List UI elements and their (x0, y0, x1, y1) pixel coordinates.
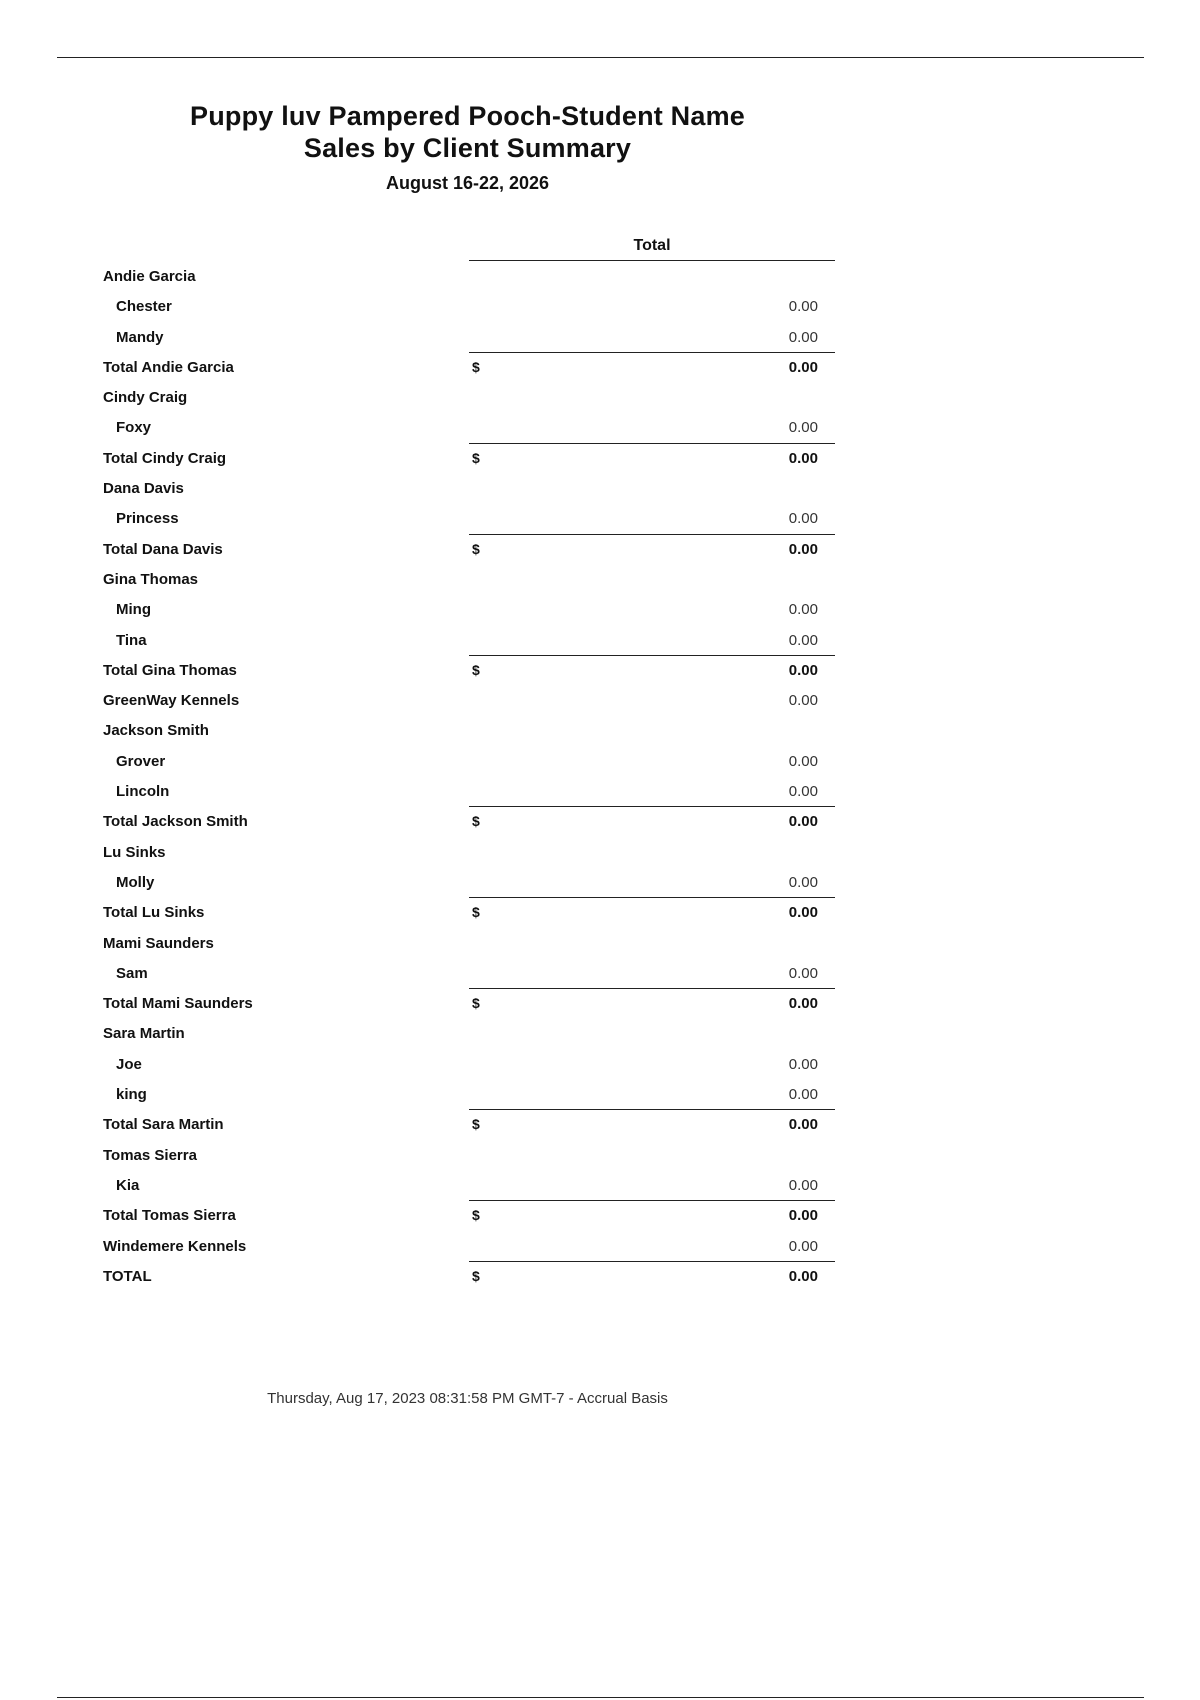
client-group-row (103, 1018, 833, 1048)
client-label: Princess (116, 510, 179, 528)
amount-value: 0.00 (788, 783, 818, 801)
total-label: TOTAL (103, 1267, 152, 1285)
client-item-row (103, 1049, 833, 1079)
total-row (103, 655, 833, 685)
client-label: Ming (116, 601, 151, 619)
total-row (103, 806, 833, 836)
amount-value: 0.00 (788, 692, 818, 710)
currency-symbol: $ (472, 813, 480, 830)
client-item-row (103, 322, 833, 352)
total-row (103, 897, 833, 927)
amount-value: 0.00 (788, 510, 818, 528)
currency-symbol: $ (472, 995, 480, 1012)
total-label: Total Tomas Sierra (103, 1207, 236, 1225)
client-item-row (103, 503, 833, 533)
client-row (103, 685, 833, 715)
total-amount: 0.00 (788, 540, 818, 558)
client-item-row (103, 867, 833, 897)
client-item-row (103, 1170, 833, 1200)
amount-value: 0.00 (788, 1176, 818, 1194)
client-item-row (103, 746, 833, 776)
currency-symbol: $ (472, 1207, 480, 1224)
total-row (103, 534, 833, 564)
client-group-row (103, 715, 833, 745)
total-label: Total Jackson Smith (103, 813, 248, 831)
report-header (100, 100, 835, 195)
total-amount: 0.00 (788, 904, 818, 922)
total-amount: 0.00 (788, 1267, 818, 1285)
amount-value: 0.00 (788, 328, 818, 346)
total-row (103, 1200, 833, 1230)
client-group-row (103, 928, 833, 958)
amount-value: 0.00 (788, 419, 818, 437)
total-row (103, 443, 833, 473)
amount-value: 0.00 (788, 1055, 818, 1073)
amount-value: 0.00 (788, 964, 818, 982)
client-label: Sara Martin (103, 1025, 185, 1043)
currency-symbol: $ (472, 904, 480, 921)
client-label: Windemere Kennels (103, 1237, 247, 1255)
total-label: Total Andie Garcia (103, 358, 234, 376)
total-label: Total Mami Saunders (103, 995, 253, 1013)
bottom-page-rule (57, 1697, 1144, 1698)
client-label: Molly (116, 873, 155, 891)
client-label: Gina Thomas (103, 570, 199, 588)
client-label: Dana Davis (103, 480, 184, 498)
client-group-row (103, 382, 833, 412)
report-footer: Thursday, Aug 17, 2023 08:31:58 PM GMT-7 - Accrual Basis (267, 1390, 668, 1407)
total-amount: 0.00 (788, 813, 818, 831)
currency-symbol: $ (472, 540, 480, 557)
client-label: Joe (116, 1055, 142, 1073)
client-group-row (103, 837, 833, 867)
amount-value: 0.00 (788, 1086, 818, 1104)
client-item-row (103, 594, 833, 624)
client-label: Kia (116, 1176, 140, 1194)
currency-symbol: $ (472, 661, 480, 678)
client-group-row (103, 564, 833, 594)
client-label: Andie Garcia (103, 268, 196, 285)
amount-value: 0.00 (788, 752, 818, 770)
total-label: Total Dana Davis (103, 540, 223, 558)
sales-by-client-table (103, 235, 833, 1291)
column-header-row (103, 235, 833, 261)
report-date-range: August 16-22, 2026 (385, 173, 550, 193)
currency-symbol: $ (472, 449, 480, 466)
client-group-row (103, 261, 833, 291)
client-label: GreenWay Kennels (103, 692, 240, 710)
amount-value: 0.00 (788, 601, 818, 619)
total-label: Total Cindy Craig (103, 449, 227, 467)
total-amount: 0.00 (788, 1116, 818, 1134)
client-item-row (103, 958, 833, 988)
total-row (103, 352, 833, 382)
client-item-row (103, 776, 833, 806)
total-label: Total Lu Sinks (103, 904, 205, 922)
client-label: Cindy Craig (103, 389, 188, 407)
client-group-row (103, 473, 833, 503)
client-label: Lu Sinks (103, 843, 166, 861)
client-row (103, 1231, 833, 1261)
top-page-rule (57, 57, 1144, 58)
company-name: Puppy luv Pampered Pooch-Student Name (190, 101, 745, 131)
total-row (103, 1261, 833, 1291)
client-label: Jackson Smith (103, 722, 209, 740)
currency-symbol: $ (472, 1267, 480, 1284)
amount-value: 0.00 (788, 298, 818, 316)
total-label: Total Sara Martin (103, 1116, 224, 1134)
currency-symbol: $ (472, 358, 480, 375)
report-rows (103, 261, 833, 1291)
client-label: Chester (116, 298, 172, 316)
client-label: Sam (116, 964, 148, 982)
client-label: Mami Saunders (103, 934, 214, 952)
client-label: king (116, 1086, 147, 1104)
amount-value: 0.00 (788, 1237, 818, 1255)
client-item-row (103, 625, 833, 655)
client-label: Foxy (116, 419, 152, 437)
total-row (103, 1109, 833, 1139)
total-column-header: Total (633, 237, 671, 254)
amount-value: 0.00 (788, 631, 818, 649)
client-item-row (103, 412, 833, 442)
client-label: Lincoln (116, 783, 170, 801)
total-amount: 0.00 (788, 995, 818, 1013)
client-label: Mandy (116, 328, 164, 346)
client-item-row (103, 291, 833, 321)
currency-symbol: $ (472, 1116, 480, 1133)
report-title: Sales by Client Summary (303, 133, 632, 163)
total-amount: 0.00 (788, 449, 818, 467)
amount-value: 0.00 (788, 873, 818, 891)
client-label: Grover (116, 752, 166, 770)
total-amount: 0.00 (788, 1207, 818, 1225)
total-row (103, 988, 833, 1018)
client-label: Tomas Sierra (103, 1146, 197, 1164)
client-label: Tina (116, 631, 147, 649)
total-amount: 0.00 (788, 661, 818, 679)
total-label: Total Gina Thomas (103, 661, 237, 679)
client-group-row (103, 1140, 833, 1170)
client-item-row (103, 1079, 833, 1109)
total-amount: 0.00 (788, 358, 818, 376)
